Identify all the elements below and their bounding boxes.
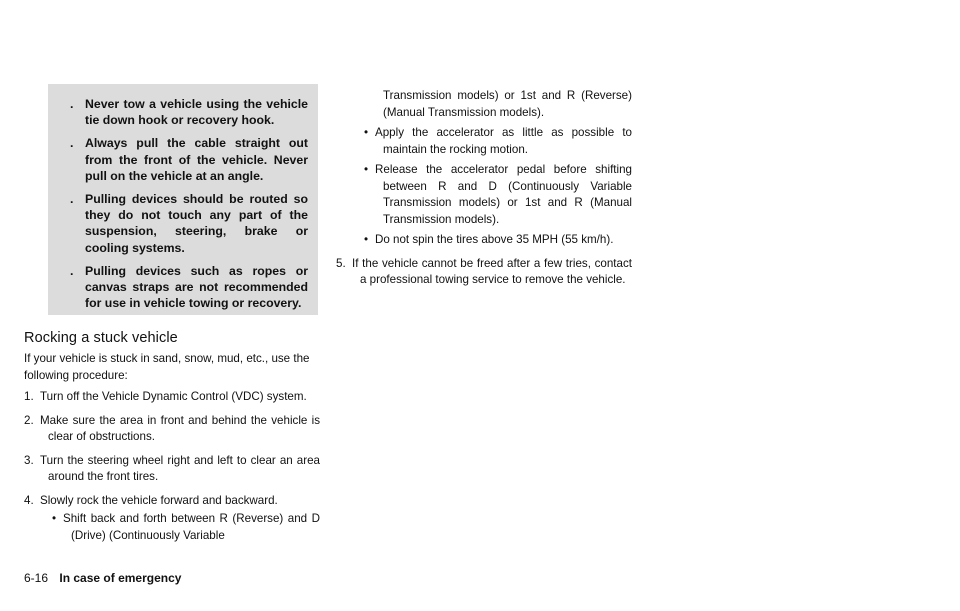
step-text-inner: Slowly rock the vehicle forward and backward. (40, 493, 278, 507)
step-text-inner: Make sure the area in front and behind the vehicle is clear of obstructions. (40, 413, 320, 443)
step-sub-bullet (360, 232, 632, 249)
step-number: 5. (336, 256, 346, 270)
step-sub-bullet (360, 162, 632, 228)
step-text-inner: Turn the steering wheel right and left to clear an area around the front tires. (40, 453, 320, 483)
step-number: 3. (24, 453, 34, 467)
sub-bullet-dot: • (364, 126, 369, 139)
page-footer (24, 571, 181, 585)
section-name: In case of emergency (59, 571, 182, 585)
warning-item-text: Pulling devices should be routed so they do not touch any part of the suspension, steering, brake or cooling systems. (85, 192, 308, 255)
procedure-step (24, 493, 320, 510)
warning-item (58, 96, 308, 128)
sub-bullet-dot: • (364, 233, 369, 246)
warning-item-text: Pulling devices such as ropes or canvas straps are not recommended for use in vehicle towing or recovery. (85, 263, 308, 311)
procedure-step (24, 413, 320, 446)
right-column (336, 88, 632, 296)
procedure-step (24, 389, 320, 406)
warning-item-text: Never tow a vehicle using the vehicle tie down hook or recovery hook. (85, 97, 308, 128)
warning-bullet: . (70, 97, 74, 111)
step-text (24, 413, 320, 446)
step-sub-bullet (48, 511, 320, 544)
procedure-step (336, 256, 632, 289)
step-text (24, 493, 320, 510)
page-number: 6-16 (24, 571, 49, 585)
sub-bullet-text: Shift back and forth between R (Reverse) and D (Drive) (Continuously Variable (63, 512, 320, 542)
step-text (24, 453, 320, 486)
sub-bullet-dot: • (364, 163, 369, 176)
procedure-step (24, 453, 320, 486)
step-number: 1. (24, 390, 34, 403)
step-text-inner: If the vehicle cannot be freed after a few tries, contact a professional towing service to remove the vehicle. (352, 256, 632, 286)
warning-item (58, 263, 308, 312)
step-sub-bullet (360, 125, 632, 158)
sub-bullet-text: Apply the accelerator as little as possible to maintain the rocking motion. (375, 126, 632, 156)
warning-bullet: . (70, 136, 74, 151)
warning-item (58, 135, 308, 184)
step-number: 2. (24, 413, 34, 427)
section-heading: Rocking a stuck vehicle (24, 330, 178, 346)
warning-box (48, 84, 318, 315)
sub-bullet-continuation: Transmission models) or 1st and R (Reverse) (Manual Transmission models). (383, 89, 632, 119)
warning-item (58, 191, 308, 256)
procedure-steps (24, 389, 320, 548)
sub-bullet-text: Release the accelerator pedal before shifting between R and D (Continuously Variable Transmission models) or 1st and R (Manual Transmission models). (375, 163, 632, 226)
step-text (24, 389, 320, 406)
sub-bullet-dot: • (52, 512, 57, 525)
sub-bullet-text: Do not spin the tires above 35 MPH (55 km/h). (375, 233, 614, 246)
step-number: 4. (24, 493, 34, 507)
intro-paragraph: If your vehicle is stuck in sand, snow, mud, etc., use the following procedure: (24, 352, 310, 382)
step-text (336, 256, 632, 289)
warning-bullet: . (70, 263, 74, 278)
warning-item-text: Always pull the cable straight out from the front of the vehicle. Never pull on the vehicle at an angle. (85, 136, 308, 183)
warning-bullet: . (70, 192, 74, 207)
step-text-inner: Turn off the Vehicle Dynamic Control (VDC) system. (40, 390, 307, 403)
